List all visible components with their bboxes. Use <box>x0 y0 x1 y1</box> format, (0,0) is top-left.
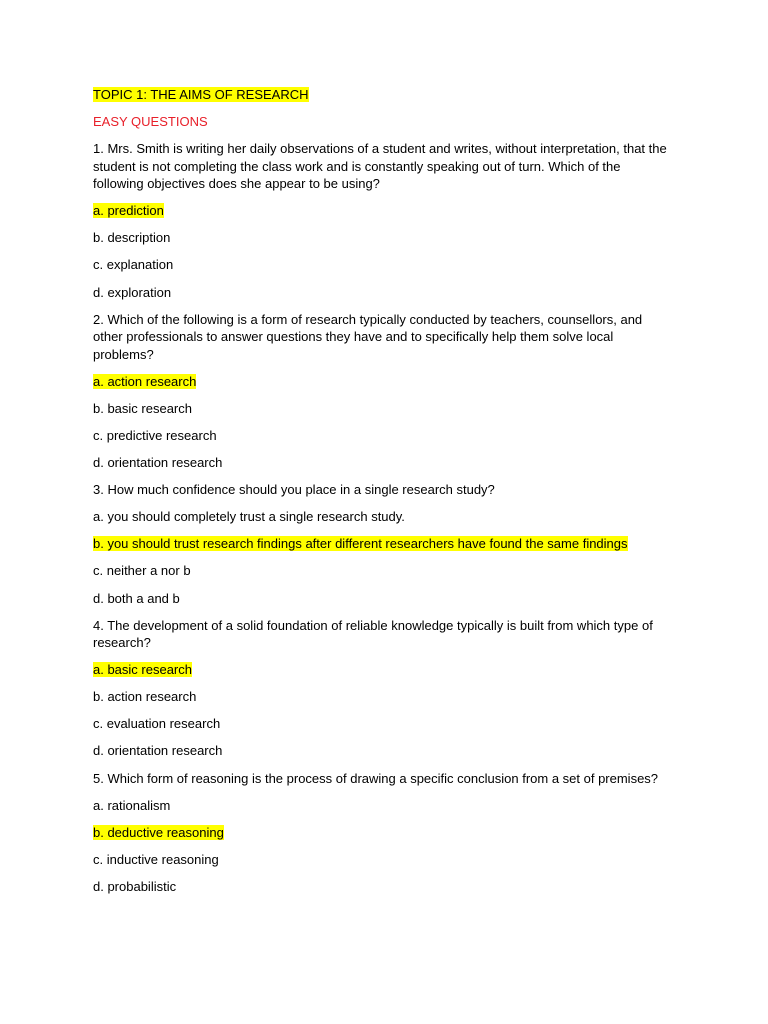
question-list <box>93 140 668 895</box>
answer-text: a. rationalism <box>93 797 171 813</box>
question-text: 3. How much confidence should you place in a single research study? <box>93 482 495 498</box>
answer-text: d. both a and b <box>93 590 180 606</box>
answer-option <box>93 562 668 580</box>
section-heading: EASY QUESTIONS <box>93 114 208 130</box>
answer-text: c. evaluation research <box>93 716 221 732</box>
answer-option <box>93 508 668 526</box>
question-text: 1. Mrs. Smith is writing her daily observations of a student and writes, without interpretation, that the student is not completing the class work and is constantly speaking out of turn. Which of the following objectives does she appear to be using? <box>93 141 667 192</box>
answer-text: b. action research <box>93 689 197 705</box>
answer-text: b. basic research <box>93 400 192 416</box>
answer-option <box>93 715 668 733</box>
highlighted-answer: a. action research <box>93 373 197 389</box>
question-text: 4. The development of a solid foundation of reliable knowledge typically is built from which type of research? <box>93 617 653 651</box>
answer-option <box>93 688 668 706</box>
answer-text: c. inductive reasoning <box>93 851 219 867</box>
answer-option <box>93 400 668 418</box>
answer-option <box>93 454 668 472</box>
topic-heading <box>93 86 668 104</box>
answer-text: d. orientation research <box>93 743 223 759</box>
question-text: 2. Which of the following is a form of research typically conducted by teachers, counsellors, and other professionals to answer questions they have and to specifically help them solve local problems? <box>93 311 643 362</box>
answer-option <box>93 427 668 445</box>
answer-option <box>93 256 668 274</box>
answer-text: c. neither a nor b <box>93 563 191 579</box>
highlighted-answer: a. prediction <box>93 203 164 219</box>
answer-option <box>93 824 668 842</box>
highlighted-answer: b. deductive reasoning <box>93 824 224 840</box>
answer-option <box>93 661 668 679</box>
answer-text: b. description <box>93 230 171 246</box>
answer-text: d. exploration <box>93 284 172 300</box>
answer-option <box>93 373 668 391</box>
answer-text: c. explanation <box>93 257 174 273</box>
answer-option <box>93 742 668 760</box>
answer-option <box>93 284 668 302</box>
highlighted-answer: a. basic research <box>93 662 192 678</box>
highlighted-answer: b. you should trust research findings after different researchers have found the same findings <box>93 536 628 552</box>
answer-option <box>93 851 668 869</box>
answer-option <box>93 202 668 220</box>
question-text: 5. Which form of reasoning is the process of drawing a specific conclusion from a set of premises? <box>93 770 659 786</box>
answer-option <box>93 229 668 247</box>
answer-text: d. probabilistic <box>93 878 177 894</box>
answer-text: d. orientation research <box>93 455 223 471</box>
topic-heading-text: TOPIC 1: THE AIMS OF RESEARCH <box>93 87 309 102</box>
answer-option <box>93 590 668 608</box>
answer-text: c. predictive research <box>93 427 217 443</box>
answer-text: a. you should completely trust a single research study. <box>93 509 405 525</box>
answer-option <box>93 878 668 896</box>
answer-option <box>93 797 668 815</box>
answer-option <box>93 535 668 553</box>
